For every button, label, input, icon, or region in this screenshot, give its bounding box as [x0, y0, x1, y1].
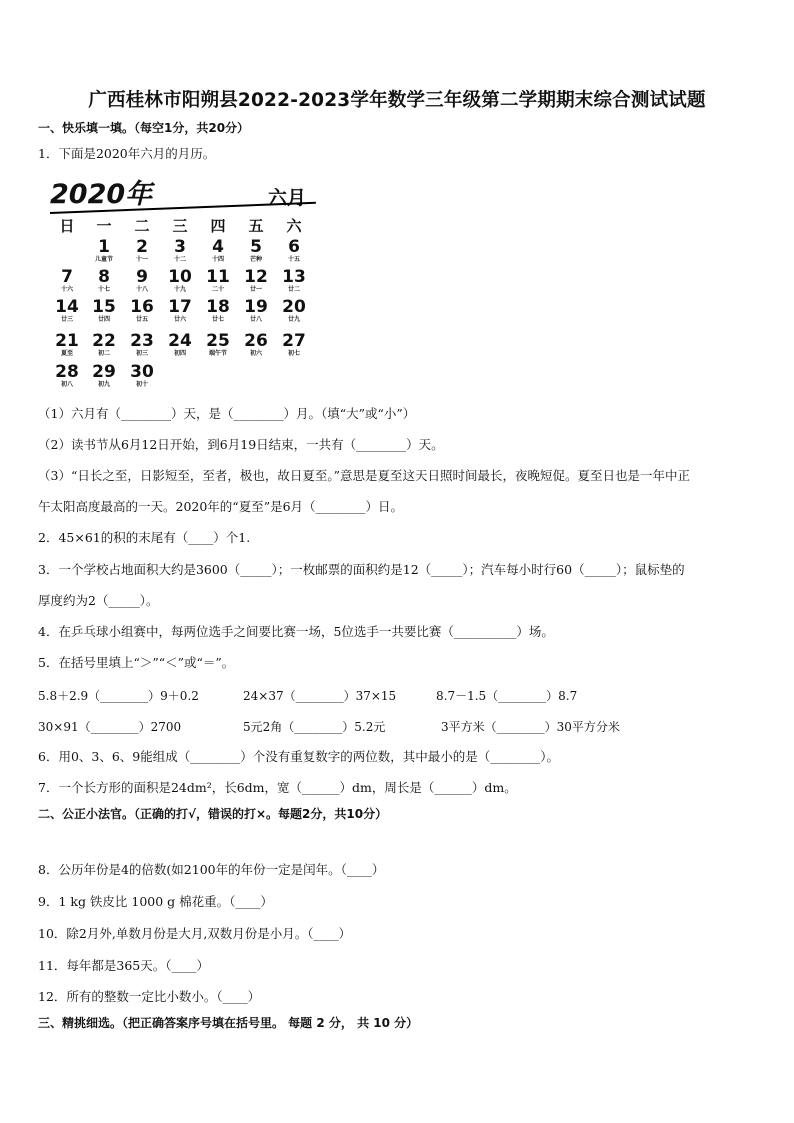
calendar-day-number: 27	[282, 331, 306, 351]
calendar-day	[161, 268, 199, 294]
calendar-day-number: 24	[168, 331, 192, 351]
calendar-day-number: 7	[61, 267, 73, 287]
calendar-day-number: 1	[98, 237, 110, 257]
calendar-day-number: 20	[282, 297, 306, 317]
calendar-day-lunar: 十五	[287, 256, 300, 263]
calendar-day-number: 12	[244, 267, 268, 287]
calendar-day-number: 18	[206, 297, 230, 317]
calendar-day-lunar: 廿八	[249, 316, 262, 323]
calendar-year: 2020年	[50, 179, 153, 210]
calendar-day	[199, 298, 237, 324]
calendar-image	[44, 172, 320, 394]
calendar-weekday: 一	[96, 217, 112, 235]
calendar-day-number: 23	[130, 331, 154, 351]
section-2-heading: 二、公正小法官。（正确的打√，错误的打×。每题2分，共10分）	[38, 807, 388, 821]
calendar-day	[237, 298, 275, 324]
question-1-2: （2）读书节从6月12日开始，到6月19日结束，一共有（________）天。	[38, 437, 444, 452]
calendar-day-lunar: 二十	[211, 286, 224, 293]
question-11: 11．每年都是365天。（____）	[38, 958, 210, 973]
question-2: 2．45×61的积的末尾有（____）个1.	[38, 530, 251, 545]
calendar-day-lunar: 端午节	[208, 350, 227, 357]
compare-1-1: 5.8＋2.9（________）9＋0.2	[38, 689, 199, 703]
calendar-day-lunar: 廿九	[287, 316, 300, 323]
calendar-day	[85, 298, 123, 324]
calendar-day	[275, 238, 313, 264]
calendar-day-lunar: 十一	[135, 256, 148, 263]
calendar-day-lunar: 初二	[97, 350, 110, 357]
calendar-weekday: 二	[134, 217, 150, 235]
compare-1-3: 8.7－1.5（________）8.7	[436, 689, 578, 703]
question-5: 5．在括号里填上“＞”“＜”或“＝”。	[38, 655, 235, 670]
question-9: 9．1 kg 铁皮比 1000 g 棉花重。（____）	[38, 894, 273, 909]
calendar-day-number: 26	[244, 331, 268, 351]
calendar-day-number: 17	[168, 297, 192, 317]
calendar-day	[275, 298, 313, 324]
calendar-day-lunar: 廿五	[135, 316, 148, 323]
calendar-day-lunar: 十九	[173, 286, 186, 293]
calendar-day	[123, 268, 161, 294]
calendar-day-lunar: 初九	[97, 381, 110, 388]
calendar-day	[85, 363, 123, 389]
calendar-day	[48, 298, 86, 324]
calendar-day	[123, 238, 161, 264]
calendar-day-number: 29	[92, 362, 116, 382]
calendar-day-number: 2	[136, 237, 148, 257]
calendar-day-lunar: 廿二	[287, 286, 300, 293]
question-12: 12．所有的整数一定比小数小。（____）	[38, 989, 261, 1004]
calendar-day	[85, 332, 123, 358]
calendar-day-number: 8	[98, 267, 110, 287]
compare-1-2: 24×37（________）37×15	[243, 689, 397, 703]
calendar-weekday: 三	[172, 217, 188, 235]
calendar-day-lunar: 初十	[135, 381, 148, 388]
calendar-day-number: 22	[92, 331, 116, 351]
calendar-day-number: 13	[282, 267, 306, 287]
calendar-day-number: 15	[92, 297, 116, 317]
calendar-day	[123, 363, 161, 389]
calendar-day	[48, 268, 86, 294]
question-6: 6．用0、3、6、9能组成（________）个没有重复数字的两位数，其中最小的是（________）。	[38, 749, 560, 764]
calendar-day-lunar: 十二	[173, 256, 186, 263]
question-8: 8．公历年份是4的倍数(如2100年的年份一定是闰年。（____）	[38, 862, 385, 877]
calendar-day	[275, 268, 313, 294]
calendar-day	[123, 332, 161, 358]
calendar-day-lunar: 廿四	[97, 316, 110, 323]
calendar-day-number: 3	[174, 237, 186, 257]
calendar-day-lunar: 夏至	[60, 350, 73, 357]
calendar-day-number: 30	[130, 362, 154, 382]
calendar-weekday: 日	[59, 217, 75, 235]
question-1-3-line2: 午太阳高度最高的一天。2020年的“夏至”是6月（________）日。	[38, 499, 404, 514]
calendar-day-number: 16	[130, 297, 154, 317]
calendar-day-lunar: 廿一	[249, 286, 262, 293]
question-3-line2: 厚度约为2（_____）。	[38, 593, 159, 608]
calendar-day	[237, 238, 275, 264]
question-1-3-line1: （3）“日长之至，日影短至，至者，极也，故日夏至。”意思是夏至这天日照时间最长，夜晚短促。夏至日也是一年中正	[38, 468, 690, 483]
calendar-day-lunar: 初七	[287, 350, 300, 357]
calendar-weekday: 六	[286, 217, 302, 235]
calendar-day-lunar: 初八	[60, 381, 73, 388]
calendar-day-lunar: 廿三	[60, 316, 73, 323]
calendar-day	[237, 332, 275, 358]
question-1: 1．下面是2020年六月的月历。	[38, 146, 216, 161]
calendar-day	[199, 268, 237, 294]
page-title: 广西桂林市阳朔县2022-2023学年数学三年级第二学期期末综合测试试题	[88, 90, 706, 111]
section-1-heading: 一、快乐填一填。（每空1分，共20分）	[38, 121, 250, 135]
compare-2-2: 5元2角（________）5.2元	[243, 720, 386, 734]
calendar-weekday: 五	[248, 217, 264, 235]
question-10: 10．除2月外,单数月份是大月,双数月份是小月。（____）	[38, 926, 352, 941]
question-4: 4．在乒乓球小组赛中，每两位选手之间要比赛一场，5位选手一共要比赛（__________）场。	[38, 624, 554, 639]
calendar-month: 六月	[268, 187, 307, 209]
compare-2-1: 30×91（________）2700	[38, 720, 182, 734]
question-1-1: （1）六月有（________）天，是（________）月。（填“大”或“小”）	[38, 406, 416, 421]
calendar-day-number: 9	[136, 267, 148, 287]
calendar-day-number: 5	[250, 237, 262, 257]
calendar-day	[237, 268, 275, 294]
question-3-line1: 3．一个学校占地面积大约是3600（_____）；一枚邮票的面积约是12（_____）；汽车每小时行60（_____）；鼠标垫的	[38, 562, 685, 577]
calendar-day-lunar: 初三	[135, 350, 148, 357]
calendar-day-lunar: 儿童节	[94, 256, 113, 263]
compare-2-3: 3平方米（________）30平方分米	[441, 720, 620, 734]
calendar-day-lunar: 十六	[60, 286, 73, 293]
calendar-day-lunar: 十八	[135, 286, 148, 293]
calendar-day-number: 4	[212, 237, 224, 257]
calendar-day-lunar: 廿六	[173, 316, 186, 323]
calendar-day-lunar: 初四	[173, 350, 186, 357]
calendar-day	[199, 332, 237, 358]
calendar-day	[199, 238, 237, 264]
calendar-day-lunar: 十七	[97, 286, 110, 293]
calendar-day-number: 25	[206, 331, 230, 351]
section-3-heading: 三、精挑细选。（把正确答案序号填在括号里。 每题 2 分， 共 10 分）	[38, 1016, 419, 1030]
calendar-day	[48, 332, 86, 358]
calendar-day-number: 11	[206, 267, 230, 287]
calendar-day	[123, 298, 161, 324]
calendar-day-number: 19	[244, 297, 268, 317]
calendar-day	[161, 332, 199, 358]
calendar-day-number: 10	[168, 267, 192, 287]
calendar-day-lunar: 芒种	[249, 256, 262, 263]
calendar-day-lunar: 廿七	[211, 316, 224, 323]
calendar-day-number: 6	[288, 237, 300, 257]
calendar-day-number: 28	[55, 362, 79, 382]
calendar-day	[85, 238, 123, 264]
calendar-day	[275, 332, 313, 358]
calendar-weekday: 四	[210, 217, 226, 235]
calendar-day	[161, 298, 199, 324]
calendar-day-lunar: 十四	[211, 256, 224, 263]
calendar-day	[161, 238, 199, 264]
calendar-day	[48, 363, 86, 389]
calendar-day-number: 14	[55, 297, 79, 317]
question-7: 7．一个长方形的面积是24dm²，长6dm，宽（______）dm，周长是（______）dm。	[38, 780, 517, 795]
calendar-day-lunar: 初六	[249, 350, 262, 357]
calendar-day-number: 21	[55, 331, 79, 351]
calendar-day	[85, 268, 123, 294]
